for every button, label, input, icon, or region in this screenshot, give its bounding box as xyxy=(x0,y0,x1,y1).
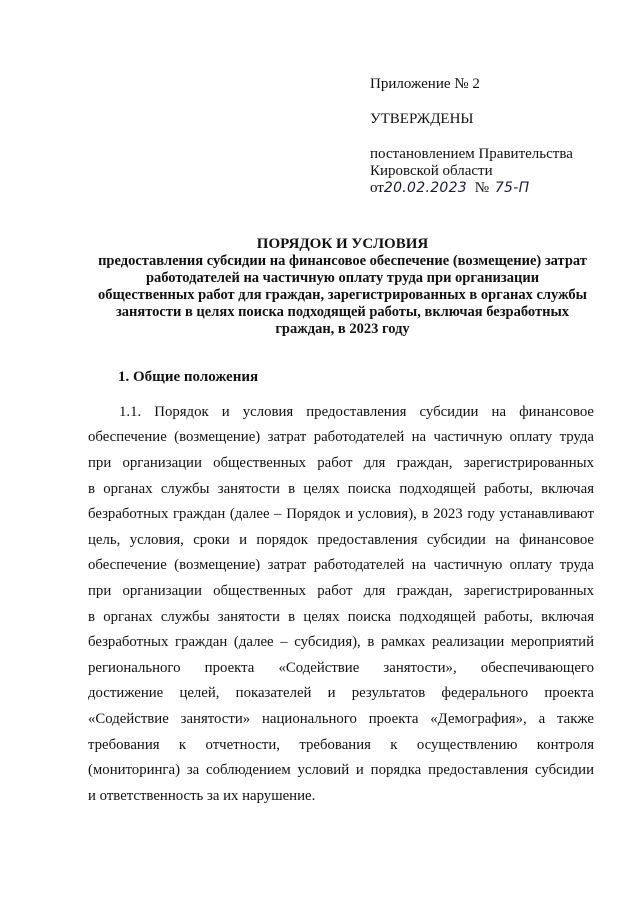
paragraph-line: обеспечение (возмещение) затрат работодателей на частичную оплату труда xyxy=(88,557,594,573)
paragraph-line: в органах службы занятости в целях поиска подходящей работы, включая xyxy=(88,609,594,625)
approved-label: УТВЕРЖДЕНЫ xyxy=(370,111,474,127)
date-prefix: от xyxy=(370,180,384,196)
decree-line-2: Кировской области xyxy=(370,163,493,179)
handwritten-number: 75-П xyxy=(494,180,530,196)
document-title xyxy=(70,236,615,338)
number-prefix: № xyxy=(474,180,490,196)
paragraph-line: (мониторинга) за соблюдением условий и порядка предоставления субсидии xyxy=(88,762,594,778)
paragraph-line: при организации общественных работ для граждан, зарегистрированных xyxy=(88,583,594,599)
title-line-1: предоставления субсидии на финансовое обеспечение (возмещение) затрат xyxy=(98,253,587,269)
paragraph-line: 1.1. Порядок и условия предоставления субсидии на финансовое xyxy=(119,404,594,420)
title-line-2: работодателей на частичную оплату труда при организации xyxy=(145,270,540,286)
title-main: ПОРЯДОК И УСЛОВИЯ xyxy=(256,236,429,252)
paragraph-line: достижение целей, показателей и результатов федерального проекта xyxy=(88,685,594,701)
paragraph-line: в органах службы занятости в целях поиска подходящей работы, включая xyxy=(88,481,594,497)
paragraph-line: безработных граждан (далее – Порядок и условия), в 2023 году устанавливают xyxy=(88,506,594,522)
paragraph-line: обеспечение (возмещение) затрат работодателей на частичную оплату труда xyxy=(88,429,594,445)
paragraph-line: безработных граждан (далее – субсидия), в рамках реализации мероприятий xyxy=(88,634,594,650)
title-line-3: общественных работ для граждан, зарегистрированных в органах службы xyxy=(97,287,588,303)
paragraph-line: регионального проекта «Содействие занятости», обеспечивающего xyxy=(88,660,594,676)
appendix-label: Приложение № 2 xyxy=(370,76,480,92)
handwritten-date: 20.02.2023 xyxy=(383,180,468,196)
paragraph-line: цель, условия, сроки и порядок предоставления субсидии на финансовое xyxy=(88,532,594,548)
decree-date-line xyxy=(370,180,529,197)
section-heading: 1. Общие положения xyxy=(118,369,259,385)
title-line-5: граждан, в 2023 году xyxy=(275,321,410,337)
paragraph-line: при организации общественных работ для граждан, зарегистрированных xyxy=(88,455,594,471)
paragraph-line: требования к отчетности, требования к осуществлению контроля xyxy=(88,737,594,753)
paragraph-line: и ответственность за их нарушение. xyxy=(88,788,316,804)
decree-line-1: постановлением Правительства xyxy=(370,146,573,162)
paragraph-line: «Содействие занятости» национального проекта «Демография», а также xyxy=(88,711,594,727)
title-line-4: занятости в целях поиска подходящей работы, включая безработных xyxy=(115,304,570,320)
